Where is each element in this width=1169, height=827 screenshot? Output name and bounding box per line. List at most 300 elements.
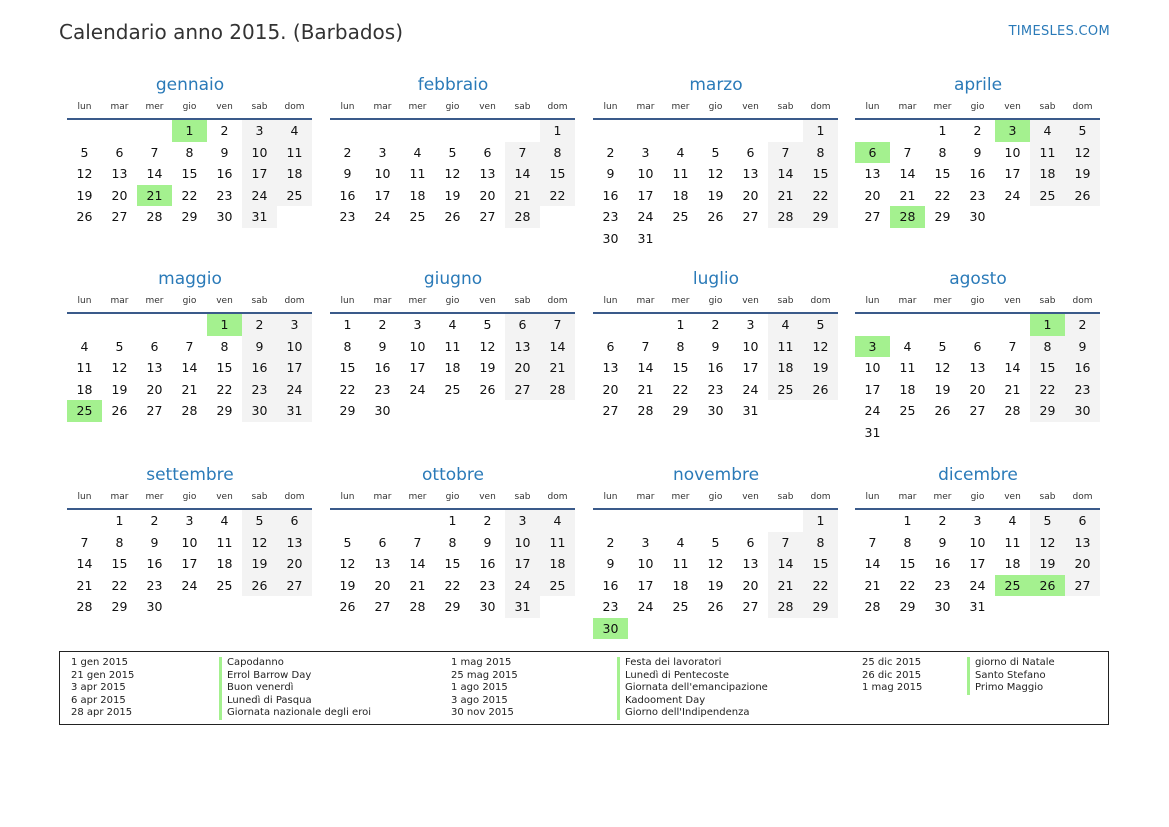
day-cell: 4 xyxy=(220,513,229,528)
day-cell: 15 xyxy=(111,556,128,571)
day-cell: 25 xyxy=(277,185,312,207)
empty-cell xyxy=(505,120,540,142)
day-cell: 23 xyxy=(374,381,391,397)
day-cell: 18 xyxy=(1004,556,1021,571)
empty-cell xyxy=(330,120,365,142)
day-cell: 10 xyxy=(409,338,426,354)
empty-cell xyxy=(1030,422,1065,444)
day-cell: 11 xyxy=(409,166,426,181)
weekday-label: lun xyxy=(77,492,92,502)
month-aprile xyxy=(855,72,1101,228)
holiday-day-cell: 1 xyxy=(207,314,242,336)
day-cell: 17 xyxy=(742,360,759,375)
empty-cell xyxy=(925,422,960,444)
holiday-day-cell: 1 xyxy=(172,120,207,142)
day-cell: 24 xyxy=(181,577,198,593)
day-cell: 5 xyxy=(711,534,720,550)
empty-cell xyxy=(67,314,102,336)
day-cell: 3 xyxy=(746,317,755,332)
day-cell: 19 xyxy=(1030,553,1065,575)
month-title: febbraio xyxy=(417,75,489,95)
empty-cell xyxy=(593,120,628,142)
day-cell: 26 xyxy=(242,575,277,597)
day-cell: 13 xyxy=(1065,532,1100,554)
day-cell: 4 xyxy=(768,314,803,336)
day-cell: 21 xyxy=(76,577,93,593)
week-row xyxy=(855,163,1101,185)
empty-cell xyxy=(733,510,768,532)
day-cell: 29 xyxy=(339,403,356,418)
day-cell: 22 xyxy=(339,381,356,397)
weekday-label: ven xyxy=(216,492,233,502)
day-cell: 30 xyxy=(374,403,391,418)
holiday-day-cell: 25 xyxy=(67,400,102,422)
weekday-label: mer xyxy=(145,102,164,112)
day-cell: 16 xyxy=(707,360,724,375)
day-cell: 5 xyxy=(80,144,89,160)
empty-cell xyxy=(67,510,102,532)
day-cell: 5 xyxy=(242,510,277,532)
day-cell: 30 xyxy=(707,403,724,418)
day-cell: 10 xyxy=(505,532,540,554)
day-cell: 11 xyxy=(277,142,312,164)
legend-holiday-name: Lunedì di Pentecoste xyxy=(617,670,768,683)
day-cell: 5 xyxy=(1030,510,1065,532)
day-cell: 10 xyxy=(742,338,759,354)
empty-cell xyxy=(277,206,312,228)
weekday-header xyxy=(67,488,313,506)
day-cell: 10 xyxy=(969,534,986,550)
empty-cell xyxy=(733,618,768,640)
day-cell: 17 xyxy=(374,187,391,203)
day-cell: 5 xyxy=(115,338,124,354)
day-cell: 31 xyxy=(969,599,986,614)
empty-cell xyxy=(277,596,312,618)
month-title: ottobre xyxy=(422,465,484,485)
week-row xyxy=(593,596,839,618)
day-cell: 25 xyxy=(409,209,426,224)
empty-cell xyxy=(663,120,698,142)
week-row xyxy=(593,379,839,401)
day-cell: 22 xyxy=(444,577,461,593)
day-cell: 22 xyxy=(111,577,128,593)
empty-cell xyxy=(803,400,838,422)
holiday-day-cell: 1 xyxy=(1030,314,1065,336)
day-cell: 31 xyxy=(277,400,312,422)
day-cell: 31 xyxy=(637,230,654,246)
day-cell: 3 xyxy=(277,314,312,336)
day-cell: 23 xyxy=(1065,379,1100,401)
day-cell: 27 xyxy=(864,209,881,224)
day-cell: 12 xyxy=(76,166,93,181)
day-cell: 8 xyxy=(803,532,838,554)
weekday-label: mar xyxy=(898,296,917,306)
day-cell: 20 xyxy=(146,381,163,397)
empty-cell xyxy=(102,314,137,336)
empty-cell xyxy=(960,422,995,444)
legend-date: 6 apr 2015 xyxy=(71,694,126,706)
day-cell: 13 xyxy=(479,166,496,181)
week-row xyxy=(67,553,313,575)
week-row xyxy=(855,553,1101,575)
day-cell: 15 xyxy=(803,163,838,185)
empty-cell xyxy=(698,228,733,250)
day-cell: 19 xyxy=(803,357,838,379)
day-cell: 31 xyxy=(864,424,881,440)
empty-cell xyxy=(540,206,575,228)
day-cell: 25 xyxy=(899,403,916,418)
day-cell: 13 xyxy=(602,360,619,375)
day-cell: 23 xyxy=(934,577,951,593)
day-cell: 8 xyxy=(185,144,194,160)
empty-cell xyxy=(663,510,698,532)
week-row xyxy=(330,120,576,142)
week-row xyxy=(330,314,576,336)
week-row xyxy=(855,532,1101,554)
week-row xyxy=(67,120,313,142)
day-cell: 26 xyxy=(934,403,951,418)
weekday-label: lun xyxy=(340,492,355,502)
holiday-day-cell: 25 xyxy=(995,575,1030,597)
day-cell: 2 xyxy=(938,513,947,528)
weekday-label: gio xyxy=(445,102,460,112)
empty-cell xyxy=(698,120,733,142)
day-cell: 8 xyxy=(803,142,838,164)
weekday-header xyxy=(593,488,839,506)
month-ottobre xyxy=(330,462,576,618)
day-cell: 21 xyxy=(1004,381,1021,397)
empty-cell xyxy=(242,596,277,618)
day-cell: 13 xyxy=(864,166,881,181)
day-cell: 13 xyxy=(374,556,391,571)
day-cell: 11 xyxy=(672,166,689,181)
day-cell: 6 xyxy=(606,338,615,354)
day-cell: 15 xyxy=(934,166,951,181)
day-cell: 30 xyxy=(1065,400,1100,422)
empty-cell xyxy=(855,120,890,142)
weekday-label: sab xyxy=(777,492,794,502)
week-row xyxy=(67,142,313,164)
day-cell: 19 xyxy=(76,187,93,203)
day-cell: 16 xyxy=(374,360,391,375)
week-row xyxy=(67,163,313,185)
legend-names-column xyxy=(967,657,1055,695)
weekday-label: mer xyxy=(408,492,427,502)
day-cell: 11 xyxy=(1004,534,1021,550)
day-cell: 7 xyxy=(641,338,650,354)
month-giugno xyxy=(330,266,576,422)
day-cell: 28 xyxy=(146,209,163,224)
day-cell: 5 xyxy=(711,144,720,160)
weekday-label: mar xyxy=(110,492,129,502)
day-cell: 23 xyxy=(602,599,619,614)
day-cell: 7 xyxy=(80,534,89,550)
weekday-label: mar xyxy=(373,492,392,502)
day-cell: 11 xyxy=(768,336,803,358)
day-cell: 2 xyxy=(242,314,277,336)
day-cell: 17 xyxy=(242,163,277,185)
weekday-label: lun xyxy=(340,296,355,306)
day-cell: 30 xyxy=(242,400,277,422)
day-cell: 12 xyxy=(242,532,277,554)
day-cell: 29 xyxy=(1030,400,1065,422)
day-cell: 3 xyxy=(505,510,540,532)
day-cell: 30 xyxy=(479,599,496,614)
week-row xyxy=(330,553,576,575)
day-cell: 8 xyxy=(220,338,229,354)
weekday-label: mer xyxy=(671,102,690,112)
legend-dates-column xyxy=(71,657,134,720)
empty-cell xyxy=(593,314,628,336)
empty-cell xyxy=(890,120,925,142)
day-cell: 17 xyxy=(181,556,198,571)
empty-cell xyxy=(172,314,207,336)
day-cell: 2 xyxy=(606,144,615,160)
weekday-label: mar xyxy=(110,296,129,306)
page-title: Calendario anno 2015. (Barbados) xyxy=(59,20,404,44)
week-row xyxy=(593,228,839,250)
empty-cell xyxy=(733,120,768,142)
day-cell: 29 xyxy=(672,403,689,418)
weekday-label: lun xyxy=(865,296,880,306)
empty-cell xyxy=(330,510,365,532)
day-cell: 15 xyxy=(540,163,575,185)
month-title: marzo xyxy=(689,75,743,95)
day-cell: 12 xyxy=(707,556,724,571)
day-cell: 22 xyxy=(899,577,916,593)
day-cell: 7 xyxy=(903,144,912,160)
day-cell: 6 xyxy=(746,144,755,160)
weekday-label: lun xyxy=(865,492,880,502)
month-title: agosto xyxy=(949,269,1007,289)
weekday-label: ven xyxy=(742,492,759,502)
day-cell: 9 xyxy=(711,338,720,354)
day-cell: 15 xyxy=(339,360,356,375)
day-cell: 19 xyxy=(111,381,128,397)
day-cell: 18 xyxy=(409,187,426,203)
weekday-label: dom xyxy=(1072,102,1093,112)
week-row xyxy=(855,336,1101,358)
day-cell: 21 xyxy=(768,575,803,597)
day-cell: 25 xyxy=(768,379,803,401)
day-cell: 24 xyxy=(1004,187,1021,203)
weekday-header xyxy=(330,98,576,116)
week-row xyxy=(593,532,839,554)
day-cell: 13 xyxy=(969,360,986,375)
day-cell: 20 xyxy=(277,553,312,575)
weekday-header xyxy=(855,98,1101,116)
brand-link[interactable]: TIMESLES.COM xyxy=(1008,24,1110,39)
day-cell: 23 xyxy=(216,187,233,203)
day-cell: 14 xyxy=(146,166,163,181)
empty-cell xyxy=(400,510,435,532)
empty-cell xyxy=(733,228,768,250)
weekday-label: mar xyxy=(636,296,655,306)
weekday-label: dom xyxy=(547,296,568,306)
day-cell: 17 xyxy=(1004,166,1021,181)
day-cell: 1 xyxy=(903,513,912,528)
empty-cell xyxy=(207,596,242,618)
week-row xyxy=(855,185,1101,207)
day-cell: 6 xyxy=(1065,510,1100,532)
legend-date: 3 apr 2015 xyxy=(71,682,126,694)
week-row xyxy=(67,379,313,401)
empty-cell xyxy=(540,596,575,618)
holiday-day-cell: 3 xyxy=(995,120,1030,142)
empty-cell xyxy=(102,120,137,142)
day-cell: 1 xyxy=(343,317,352,332)
day-cell: 6 xyxy=(150,338,159,354)
weekday-label: ven xyxy=(742,296,759,306)
day-cell: 21 xyxy=(637,381,654,397)
day-cell: 20 xyxy=(969,381,986,397)
month-title: dicembre xyxy=(938,465,1018,485)
week-row xyxy=(330,510,576,532)
day-cell: 10 xyxy=(637,166,654,181)
day-cell: 22 xyxy=(181,187,198,203)
day-cell: 2 xyxy=(973,123,982,138)
day-cell: 10 xyxy=(1004,144,1021,160)
day-cell: 20 xyxy=(479,187,496,203)
day-cell: 27 xyxy=(479,209,496,224)
empty-cell xyxy=(137,120,172,142)
week-row xyxy=(593,314,839,336)
weekday-label: ven xyxy=(479,492,496,502)
legend-holiday-name: giorno di Natale xyxy=(967,657,1055,670)
day-cell: 20 xyxy=(1065,553,1100,575)
day-cell: 9 xyxy=(378,338,387,354)
day-cell: 18 xyxy=(1030,163,1065,185)
week-row xyxy=(330,596,576,618)
week-row xyxy=(593,618,839,640)
day-cell: 31 xyxy=(742,403,759,418)
day-cell: 11 xyxy=(1030,142,1065,164)
day-cell: 4 xyxy=(676,144,685,160)
day-cell: 9 xyxy=(483,534,492,550)
day-cell: 1 xyxy=(803,120,838,142)
weekday-label: mer xyxy=(671,492,690,502)
day-cell: 27 xyxy=(146,403,163,418)
day-cell: 19 xyxy=(707,577,724,593)
day-cell: 25 xyxy=(216,577,233,593)
day-cell: 2 xyxy=(711,317,720,332)
day-cell: 22 xyxy=(934,187,951,203)
empty-cell xyxy=(855,314,890,336)
weekday-label: lun xyxy=(865,102,880,112)
empty-cell xyxy=(1065,596,1100,618)
day-cell: 18 xyxy=(216,556,233,571)
empty-cell xyxy=(1030,596,1065,618)
weekday-label: gio xyxy=(970,296,985,306)
day-cell: 12 xyxy=(339,556,356,571)
weekday-label: lun xyxy=(77,102,92,112)
empty-cell xyxy=(855,510,890,532)
day-cell: 28 xyxy=(768,596,803,618)
day-cell: 7 xyxy=(868,534,877,550)
day-cell: 4 xyxy=(540,510,575,532)
day-cell: 28 xyxy=(864,599,881,614)
week-row xyxy=(330,336,576,358)
day-cell: 4 xyxy=(1008,513,1017,528)
day-cell: 29 xyxy=(934,209,951,224)
day-cell: 16 xyxy=(339,187,356,203)
day-cell: 29 xyxy=(899,599,916,614)
day-cell: 27 xyxy=(742,599,759,614)
empty-cell xyxy=(593,510,628,532)
weekday-label: dom xyxy=(547,492,568,502)
day-cell: 8 xyxy=(1030,336,1065,358)
week-row xyxy=(593,575,839,597)
day-cell: 25 xyxy=(540,575,575,597)
day-cell: 20 xyxy=(602,381,619,397)
day-cell: 20 xyxy=(742,187,759,203)
week-row xyxy=(67,185,313,207)
day-cell: 30 xyxy=(216,209,233,224)
day-cell: 24 xyxy=(637,599,654,614)
weekday-label: mar xyxy=(110,102,129,112)
weekday-label: sab xyxy=(251,102,268,112)
day-cell: 2 xyxy=(606,534,615,550)
empty-cell xyxy=(663,228,698,250)
day-cell: 19 xyxy=(479,360,496,375)
day-cell: 24 xyxy=(742,381,759,397)
day-cell: 15 xyxy=(899,556,916,571)
empty-cell xyxy=(890,314,925,336)
day-cell: 24 xyxy=(864,403,881,418)
weekday-label: sab xyxy=(514,102,531,112)
day-cell: 6 xyxy=(277,510,312,532)
legend-holiday-name: Errol Barrow Day xyxy=(219,670,371,683)
day-cell: 9 xyxy=(606,556,615,571)
day-cell: 4 xyxy=(676,534,685,550)
week-row xyxy=(593,206,839,228)
day-cell: 5 xyxy=(483,317,492,332)
day-cell: 3 xyxy=(185,513,194,528)
day-cell: 10 xyxy=(864,360,881,375)
day-cell: 1 xyxy=(115,513,124,528)
week-row xyxy=(330,206,576,228)
day-cell: 24 xyxy=(505,575,540,597)
day-cell: 16 xyxy=(1065,357,1100,379)
day-cell: 4 xyxy=(903,338,912,354)
day-cell: 24 xyxy=(409,381,426,397)
day-cell: 20 xyxy=(374,577,391,593)
day-cell: 1 xyxy=(540,120,575,142)
day-cell: 12 xyxy=(1065,142,1100,164)
day-cell: 19 xyxy=(1065,163,1100,185)
day-cell: 9 xyxy=(606,166,615,181)
day-cell: 30 xyxy=(934,599,951,614)
day-cell: 8 xyxy=(540,142,575,164)
day-cell: 22 xyxy=(803,185,838,207)
day-cell: 21 xyxy=(768,185,803,207)
day-cell: 8 xyxy=(115,534,124,550)
day-cell: 26 xyxy=(1065,185,1100,207)
day-cell: 14 xyxy=(181,360,198,375)
weekday-label: gio xyxy=(182,102,197,112)
empty-cell xyxy=(698,618,733,640)
weekday-label: mar xyxy=(636,492,655,502)
day-cell: 12 xyxy=(479,338,496,354)
legend-date: 30 nov 2015 xyxy=(451,707,514,719)
day-cell: 1 xyxy=(448,513,457,528)
day-cell: 17 xyxy=(637,187,654,203)
day-cell: 17 xyxy=(637,577,654,593)
day-cell: 3 xyxy=(413,317,422,332)
day-cell: 14 xyxy=(76,556,93,571)
week-row xyxy=(67,357,313,379)
legend-dates-column xyxy=(451,657,518,720)
